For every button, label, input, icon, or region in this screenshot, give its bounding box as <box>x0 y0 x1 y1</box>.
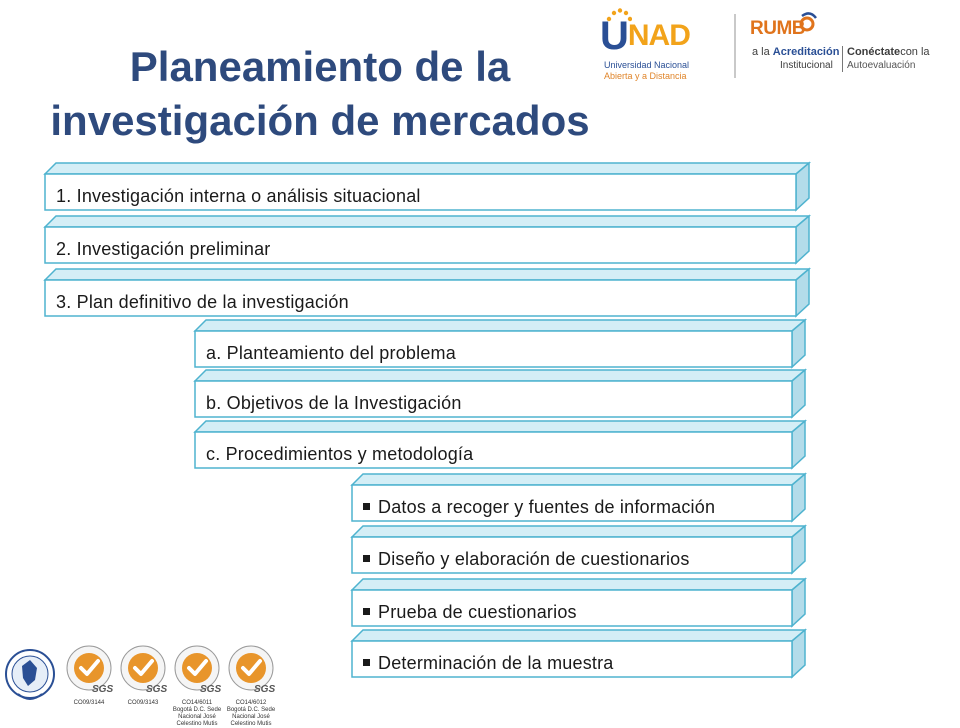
seal-caption: CO09/3143 <box>127 700 159 706</box>
unad-logo <box>600 8 710 84</box>
unad-sub-2: Abierta y a Distancia <box>604 71 687 81</box>
square-bullet-icon <box>363 555 370 562</box>
certification-seal <box>62 644 116 714</box>
step-text: Prueba de cuestionarios <box>378 602 577 622</box>
step-label <box>56 182 421 210</box>
step-label <box>206 339 456 367</box>
seal-label: SGS <box>92 684 114 695</box>
step-text: a. Planteamiento del problema <box>206 343 456 363</box>
seal-caption: CO09/3144 <box>73 700 105 706</box>
step-box <box>194 319 806 369</box>
unad-nad: NAD <box>627 19 690 52</box>
seal-label: SGS <box>146 684 168 695</box>
step-box <box>351 629 806 679</box>
step-label <box>206 440 473 468</box>
unad-u: U <box>600 14 628 58</box>
seal-caption: CO14/6011 Bogotá D.C. Sede Nacional José Celestino Mutis <box>172 700 222 727</box>
rumbo-right2: Autoevaluación <box>847 60 916 71</box>
title-line-2: investigación de mercados <box>50 97 590 144</box>
rumbo-line2: Institucional <box>780 60 833 71</box>
step-label <box>363 493 715 521</box>
rumbo-separator <box>842 46 843 72</box>
step-box <box>44 215 810 265</box>
seal-label: SGS <box>200 684 222 695</box>
header-divider <box>734 14 736 78</box>
step-label <box>363 545 690 573</box>
rumbo-word: RUMB <box>750 18 805 39</box>
step-box <box>351 578 806 628</box>
step-label <box>56 288 349 316</box>
step-box <box>351 525 806 575</box>
seal-label: SGS <box>254 684 276 695</box>
step-box <box>44 268 810 318</box>
rumbo-logo <box>750 18 940 78</box>
step-box <box>351 473 806 523</box>
step-label <box>206 389 462 417</box>
certification-seal <box>170 644 224 727</box>
rumbo-line1-pre: a la <box>752 46 773 58</box>
certification-seal <box>224 644 278 727</box>
square-bullet-icon <box>363 659 370 666</box>
step-text: Datos a recoger y fuentes de información <box>378 497 716 517</box>
certifications <box>4 638 284 727</box>
rumbo-right1-rest: con la <box>900 46 930 58</box>
step-label <box>363 649 614 677</box>
colombia-seal-icon <box>4 646 56 708</box>
page-title <box>40 40 600 148</box>
seal-caption: CO14/6012 Bogotá D.C. Sede Nacional José Celestino Mutis <box>226 700 276 727</box>
step-label <box>363 598 577 626</box>
rumbo-swoosh-icon <box>798 12 818 32</box>
step-box <box>194 420 806 470</box>
square-bullet-icon <box>363 608 370 615</box>
step-text: c. Procedimientos y metodología <box>206 444 474 464</box>
rumbo-right1-bold: Conéctate <box>847 46 901 58</box>
square-bullet-icon <box>363 503 370 510</box>
step-text: 1. Investigación interna o análisis situacional <box>56 186 421 206</box>
certification-seal <box>116 644 170 714</box>
step-text: Diseño y elaboración de cuestionarios <box>378 549 690 569</box>
title-line-1: Planeamiento de la <box>129 43 511 90</box>
rumbo-line1-bold: Acreditación <box>772 46 840 58</box>
step-box <box>194 369 806 419</box>
step-text: b. Objetivos de la Investigación <box>206 393 462 413</box>
step-label <box>56 235 271 263</box>
step-text: 3. Plan definitivo de la investigación <box>56 292 349 312</box>
step-box <box>44 162 810 212</box>
unad-sub-1: Universidad Nacional <box>604 60 690 70</box>
step-text: 2. Investigación preliminar <box>56 239 271 259</box>
step-text: Determinación de la muestra <box>378 653 614 673</box>
